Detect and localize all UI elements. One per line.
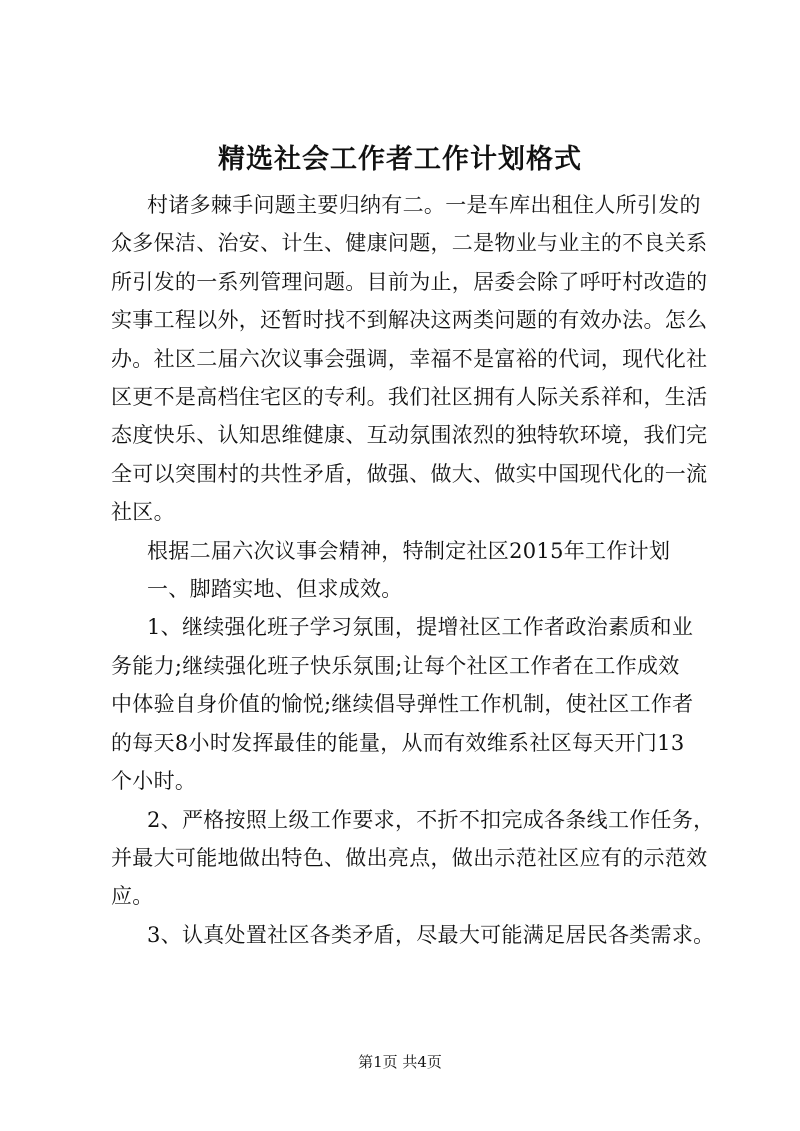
text-line: 所引发的一系列管理问题。目前为止，居委会除了呼吁村改造的 (111, 269, 708, 294)
text-line: 众多保洁、治安、计生、健康问题，二是物业与业主的不良关系 (111, 231, 708, 256)
text-line: 个小时。 (111, 769, 197, 794)
text-line: 的每天8小时发挥最佳的能量，从而有效维系社区每天开门13 (111, 730, 685, 755)
text-line: 实事工程以外，还暂时找不到解决这两类问题的有效办法。怎么 (111, 308, 708, 333)
text-line: 根据二届六次议事会精神，特制定社区2015年工作计划 (147, 538, 671, 563)
paragraph (111, 608, 701, 800)
text-line: 并最大可能地做出特色、做出亮点，做出示范社区应有的示范效 (111, 845, 708, 870)
text-line: 全可以突围村的共性矛盾，做强、做大、做实中国现代化的一流 (111, 461, 708, 486)
text-line: 1、继续强化班子学习氛围，提增社区工作者政治素质和业 (147, 615, 694, 640)
text-line: 办。社区二届六次议事会强调，幸福不是富裕的代词，现代化社 (111, 346, 708, 371)
text-line: 应。 (111, 884, 154, 909)
text-line: 2、严格按照上级工作要求，不折不扣完成各条线工作任务， (147, 807, 715, 832)
text-line: 务能力;继续强化班子快乐氛围;让每个社区工作者在工作成效 (111, 653, 680, 678)
page-indicator: 第1页 共4页 (358, 1053, 442, 1071)
text-line: 中体验自身价值的愉悦;继续倡导弹性工作机制，使社区工作者 (111, 692, 694, 717)
document-body (111, 186, 715, 954)
paragraph (111, 570, 701, 608)
paragraph (111, 801, 715, 916)
paragraph (111, 916, 715, 954)
paragraph (111, 186, 708, 532)
text-line: 3、认真处置社区各类矛盾，尽最大可能满足居民各类需求。 (147, 922, 715, 947)
document-title: 精选社会工作者工作计划格式 (218, 144, 582, 175)
text-line: 社区。 (111, 500, 175, 525)
text-line: 区更不是高档住宅区的专利。我们社区拥有人际关系祥和，生活 (111, 385, 708, 410)
section-heading: 一、脚踏实地、但求成效。 (147, 577, 403, 602)
text-line: 态度快乐、认知思维健康、互动氛围浓烈的独特软环境，我们完 (111, 423, 708, 448)
paragraph (111, 532, 701, 570)
text-line: 村诸多棘手问题主要归纳有二。一是车库出租住人所引发的 (147, 193, 701, 217)
